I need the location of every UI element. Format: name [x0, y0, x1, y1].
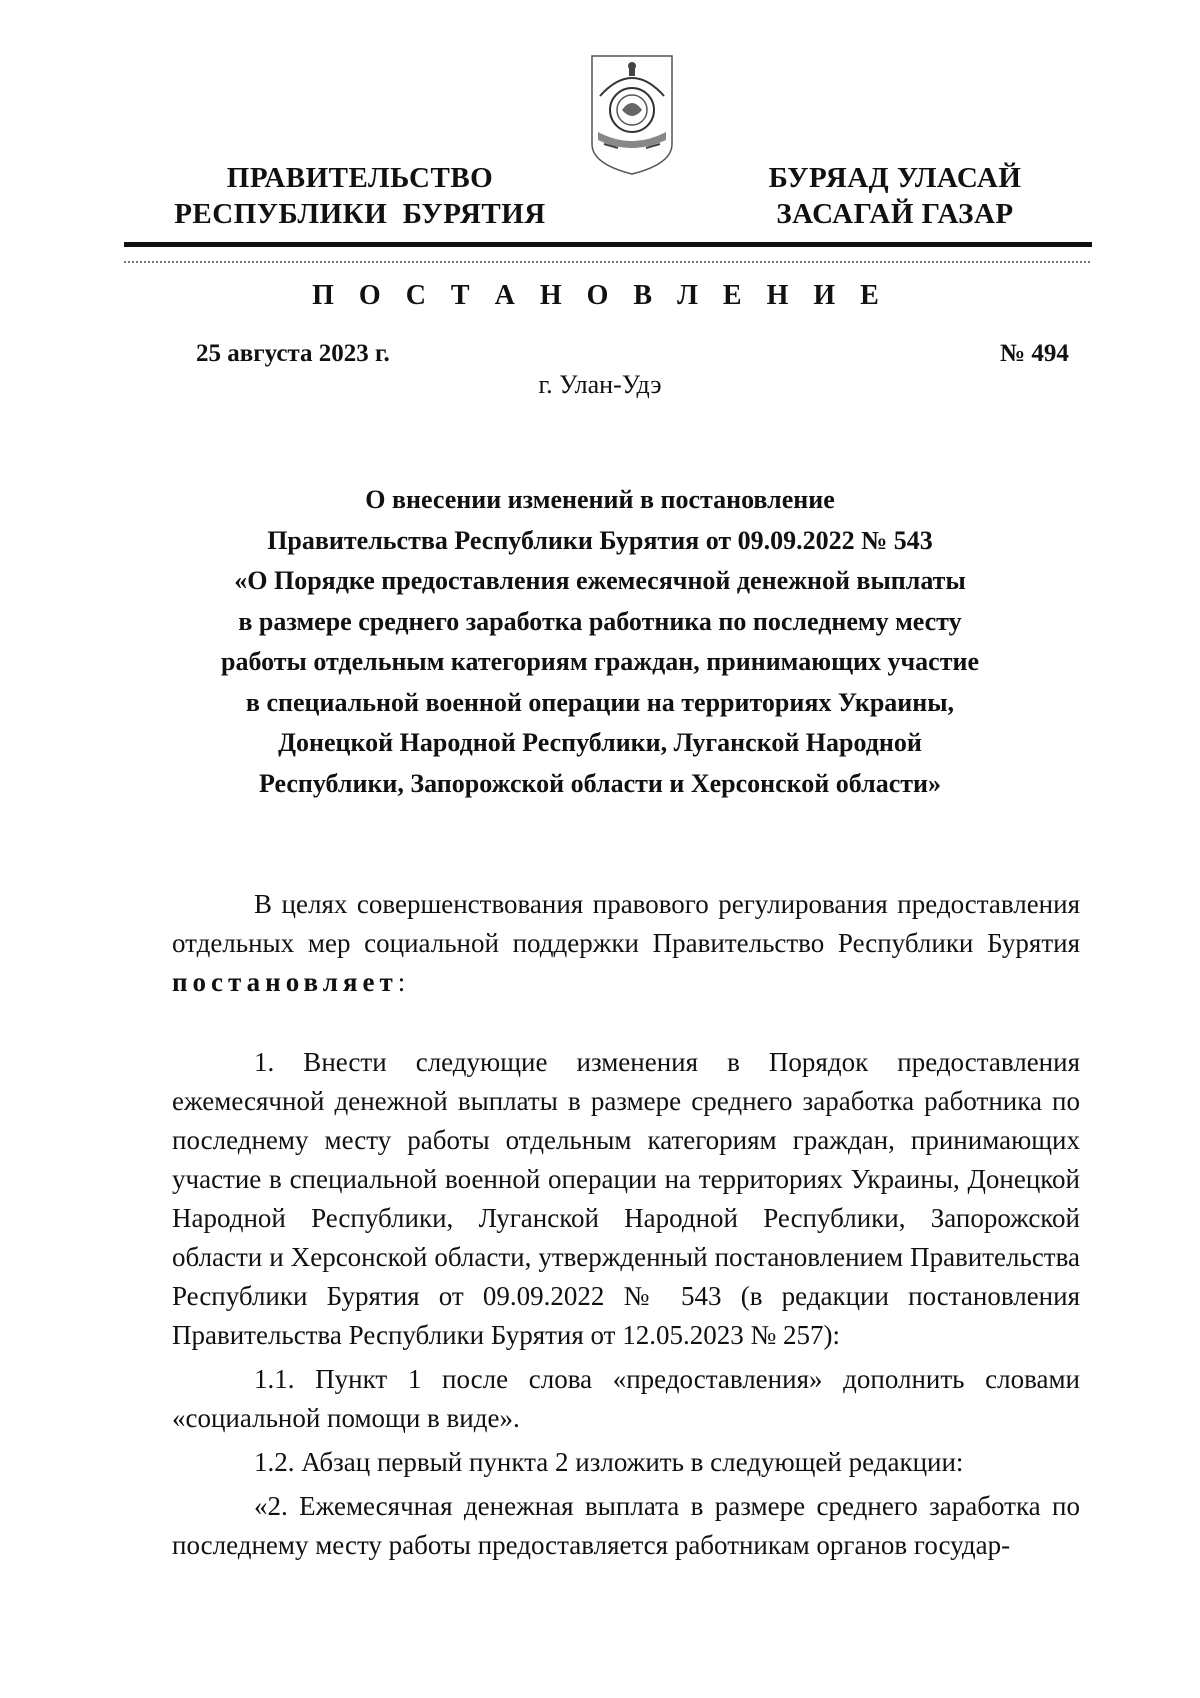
paragraph-1-1: 1.1. Пункт 1 после слова «предоставления» дополнить словами «социальной помощи в виде». [172, 1364, 1080, 1433]
document-body [172, 885, 1080, 1565]
paragraph-1-2: 1.2. Абзац первый пункта 2 изложить в следующей редакции: [254, 1447, 964, 1477]
coat-of-arms-icon [588, 52, 676, 178]
title-line: в специальной военной операции на территориях Украины, [245, 687, 955, 717]
decree-word: постановляет [172, 967, 398, 997]
document-number: № 494 [1000, 340, 1069, 367]
title-line: Республики, Запорожской области и Херсонской области» [258, 768, 942, 798]
document-city: г. Улан-Удэ [538, 370, 662, 399]
header-divider-thin [124, 261, 1092, 263]
organization-name-buryat [730, 160, 1060, 232]
paragraph-1-2-quote: «2. Ежемесячная денежная выплата в размере среднего заработка по последнему месту работы предоставляется работникам органов государ- [172, 1491, 1080, 1560]
decree-suffix: : [397, 967, 406, 997]
document-date: 25 августа 2023 г. [196, 340, 390, 367]
org-right-line-1: БУРЯАД УЛАСАЙ [768, 162, 1022, 194]
org-right-line-2: ЗАСАГАЙ ГАЗАР [776, 198, 1014, 230]
title-line: «О Порядке предоставления ежемесячной денежной выплаты [234, 566, 966, 595]
org-left-line-1: ПРАВИТЕЛЬСТВО [226, 162, 494, 194]
title-line: работы отдельным категориям граждан, принимающих участие [220, 647, 979, 676]
title-line: Правительства Республики Бурятия от 09.09.2022 № 543 [267, 525, 933, 555]
document-type: П О С Т А Н О В Л Е Н И Е [312, 280, 888, 311]
paragraph-1: 1. Внести следующие изменения в Порядок предоставления ежемесячной денежной выплаты в размере среднего заработка работника по последнему месту работы отдельным категориям граждан, принимающих участие в специальной военной операции на территориях Украины, Донецкой Народной Республики, Луганской Народной Республики, Запорожской области и Херсонской области, утвержденный постановлением Правительства Республики Бурятия от 09.09.2022 № 543 (в редакции постановления Правительства Республики Бурятия от 12.05.2023 № 257): [172, 1047, 1080, 1350]
title-line: О внесении изменений в постановление [365, 485, 835, 514]
org-left-line-2: РЕСПУБЛИКИ БУРЯТИЯ [174, 198, 546, 230]
organization-name-russian [170, 160, 550, 232]
preamble-text: В целях совершенствования правового регулирования предоставления отдельных мер социальной поддержки Правительство Республики Бурятия [172, 889, 1080, 958]
header-divider-thick [124, 242, 1092, 247]
title-line: Донецкой Народной Республики, Луганской Народной [278, 728, 922, 757]
document-title [170, 480, 1030, 804]
title-line: в размере среднего заработка работника по последнему месту [238, 606, 962, 636]
preamble-paragraph [172, 885, 1080, 1002]
